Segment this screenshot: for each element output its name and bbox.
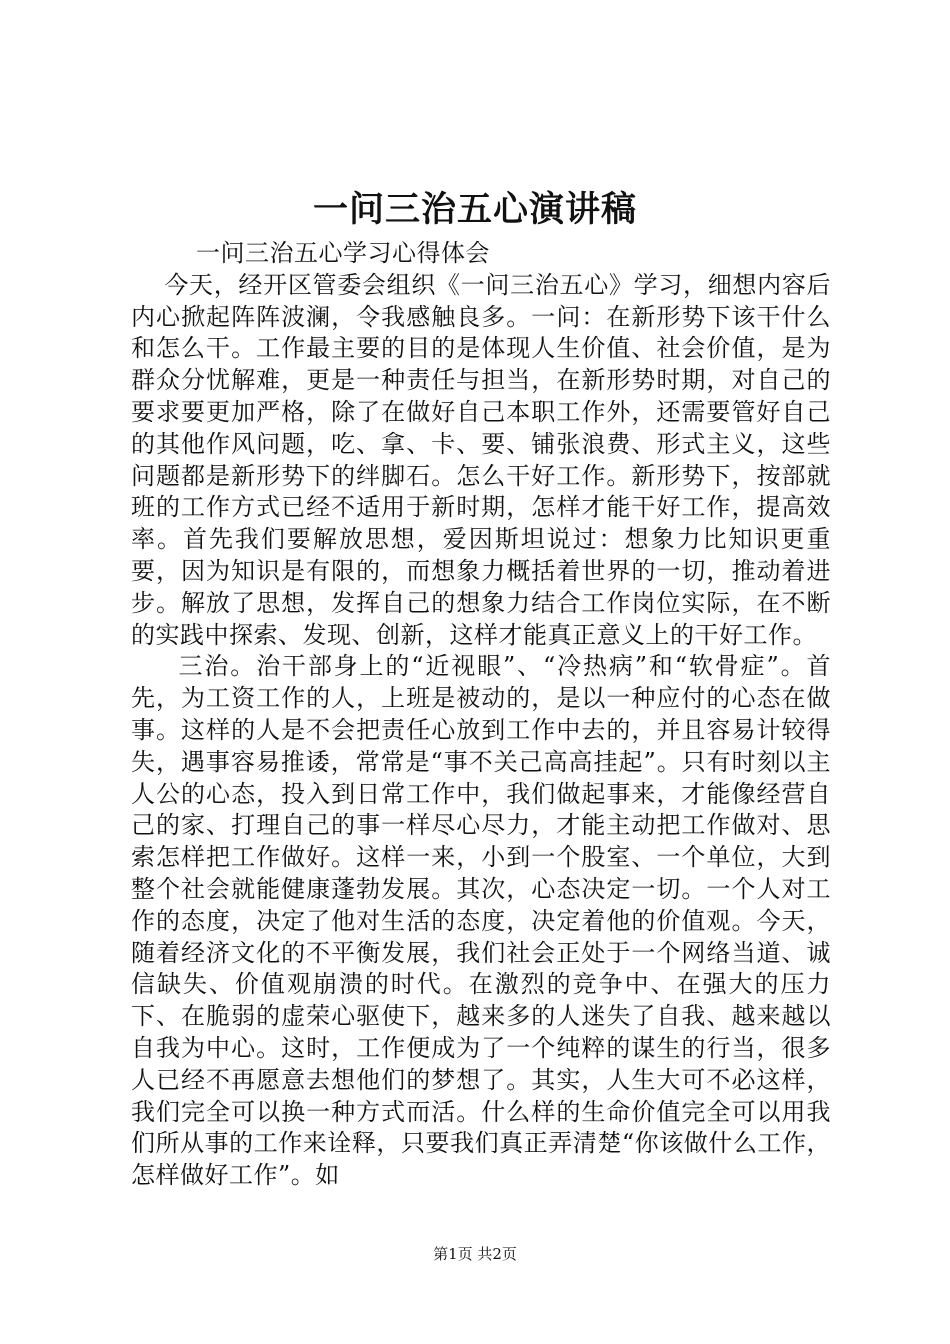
body-paragraph-1: 今天，经开区管委会组织《一问三治五心》学习，细想内容后内心掀起阵阵波澜，令我感触良多。一问：在新形势下该干什么和怎么干。工作最主要的目的是体现人生价值、社会价值，是为群众分忧解难，更是一种责任与担当，在新形势时期，对自己的要求要更加严格，除了在做好自己本职工作外，还需要管好自己的其他作风问题，吃、拿、卡、要、铺张浪费、形式主义，这些问题都是新形势下的绊脚石。怎么干好工作。新形势下，按部就班的工作方式已经不适用于新时期，怎样才能干好工作，提高效率。首先我们要解放思想，爱因斯坦说过：想象力比知识更重要，因为知识是有限的，而想象力概括着世界的一切，推动着进步。解放了思想，发挥自己的想象力结合工作岗位实际，在不断的实践中探索、发现、创新，这样才能真正意义上的干好工作。 — [131, 270, 832, 649]
subtitle-paragraph: 一问三治五心学习心得体会 — [131, 239, 491, 267]
page-number-footer: 第1页 共2页 — [433, 1245, 517, 1263]
document-body — [131, 238, 831, 1192]
document-title: 一问三治五心演讲稿 — [312, 189, 637, 230]
body-paragraph-2: 三治。治干部身上的“近视眼”、“冷热病”和“软骨症”。首先，为工资工作的人，上班是被动的，是以一种应付的心态在做事。这样的人是不会把责任心放到工作中去的，并且容易计较得失，遇事容易推诿，常常是“事不关己高高挂起”。只有时刻以主人公的心态，投入到日常工作中，我们做起事来，才能像经营自己的家、打理自己的事一样尽心尽力，才能主动把工作做对、思索怎样把工作做好。这样一来，小到一个股室、一个单位，大到整个社会就能健康蓬勃发展。其次，心态决定一切。一个人对工作的态度，决定了他对生活的态度，决定着他的价值观。今天，随着经济文化的不平衡发展，我们社会正处于一个网络当道、诚信缺失、价值观崩溃的时代。在激烈的竞争中、在强大的压力下、在脆弱的虚荣心驱使下，越来多的人迷失了自我、越来越以自我为中心。这时，工作便成为了一个纯粹的谋生的行当，很多人已经不再愿意去想他们的梦想了。其实，人生大可不必这样，我们完全可以换一种方式而活。什么样的生命价值完全可以用我们所从事的工作来诠释，只要我们真正弄清楚“你该做什么工作，怎样做好工作”。如 — [131, 652, 831, 1190]
